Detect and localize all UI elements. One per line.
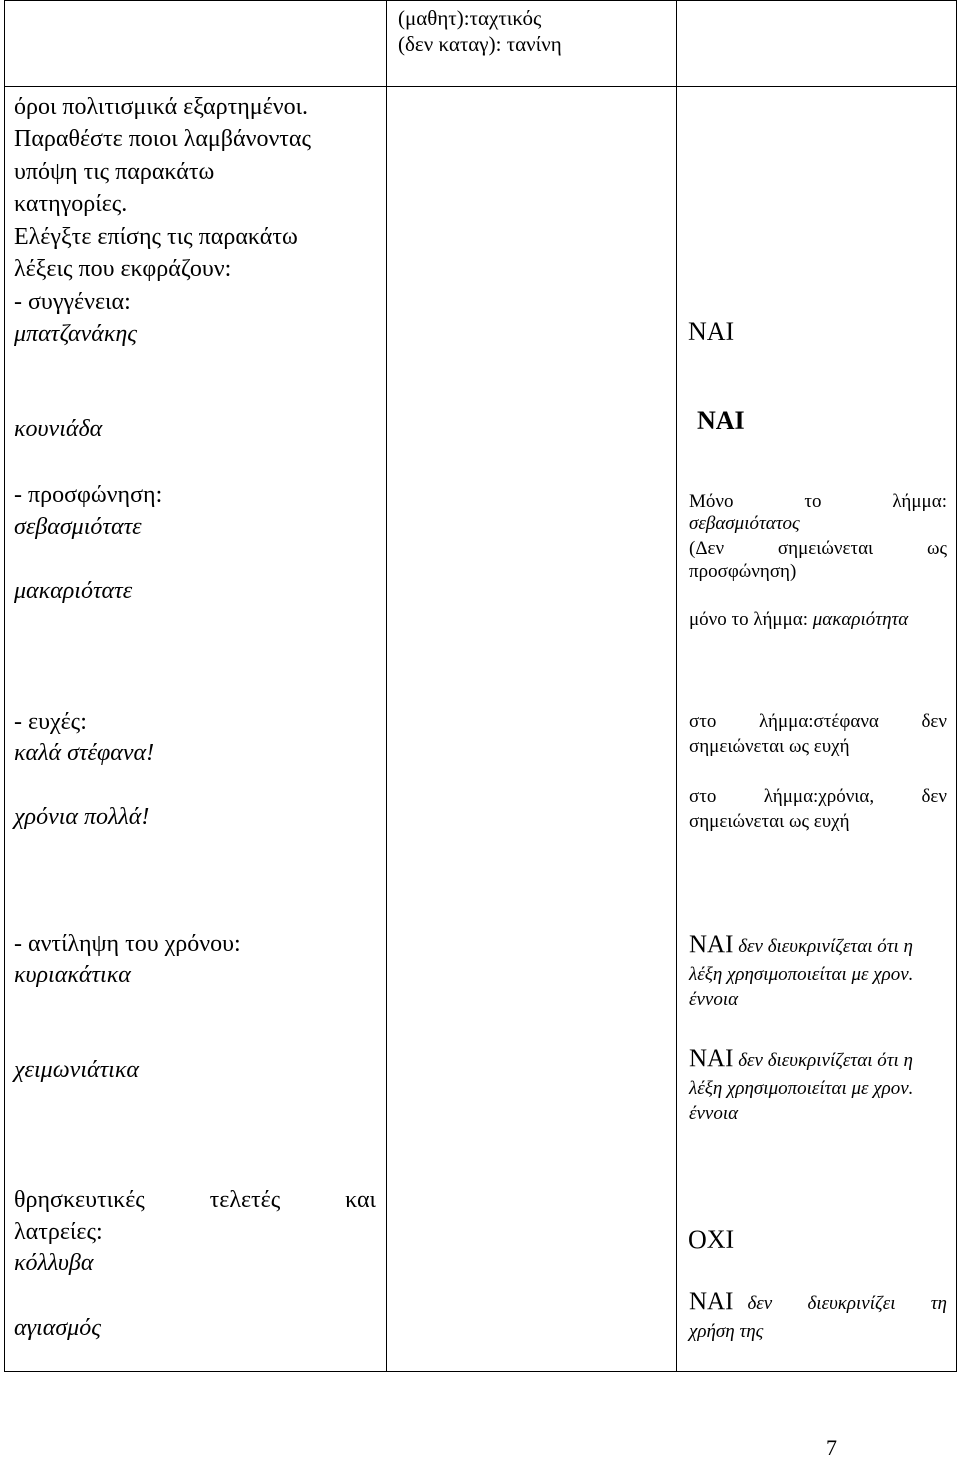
category-address: - προσφώνηση: [14,482,163,508]
term-kollyva: κόλλυβα [14,1250,94,1276]
answer-note: δεν διευκρινίζεται ότι η [733,936,913,957]
note-word: τη [930,1293,947,1314]
note-word: διευκρινίζει [807,1293,896,1314]
note-stefana-line1 [689,709,947,735]
note-word: (Δεν [689,538,725,559]
intro-line: όροι πολιτισμικά εξαρτημένοι. [14,94,309,120]
term-agiasmos: αγιασμός [14,1315,101,1341]
column-divider-1 [386,0,387,1372]
note-word: το [804,491,822,512]
note-word: δεν [921,711,947,732]
note-word: δεν [921,786,947,807]
answer-note-words [747,1291,947,1317]
term-kyriakatika: κυριακάτικα [14,962,131,988]
column-divider-2 [676,0,677,1372]
answer-yes: ΝΑΙ [689,931,734,958]
term-xeimoniatika: χειμωνιάτικα [14,1057,139,1083]
term-kala-stefana: καλά στέφανα! [14,740,155,766]
intro-line: κατηγορίες. [14,191,128,217]
header-col2-line2: (δεν καταγ): τανίνη [398,32,562,56]
intro-line: Ελέγξτε επίσης τις παρακάτω [14,224,298,250]
answer-kyriakatika-line3: έννοια [689,989,739,1010]
answer-agiasmos-line1 [689,1289,947,1317]
answer-xeimoniatika-line3: έννοια [689,1103,739,1124]
term-sevasmiotate: σεβασμιότατε [14,514,142,540]
intro-line: υπόψη τις παρακάτω [14,159,215,185]
answer-yes: ΝΑΙ [688,317,735,346]
note-word: σημειώνεται [777,538,874,559]
intro-line: λέξεις που εκφράζουν: [14,256,232,282]
answer-xeimoniatika-line1 [689,1046,913,1074]
table-border-right [956,0,957,1372]
answer-yes: ΝΑΙ [689,1045,734,1072]
answer-yes: ΝΑΙ [689,1288,734,1315]
note-xronia-line2: σημειώνεται ως ευχή [689,811,850,832]
table-border-left [4,0,5,1372]
note-stefana-line2: σημειώνεται ως ευχή [689,736,850,757]
category-time: - αντίληψη του χρόνου: [14,931,241,957]
table-grid [4,0,957,1372]
answer-kyriakatika-line2: λέξη χρησιμοποιείται με χρον. [689,964,914,985]
term-makariotate: μακαριότατε [14,578,133,604]
note-word: λήμμα:χρόνια, [763,786,875,807]
term-kouniada: κουνιάδα [14,416,103,442]
category-wishes: - ευχές: [14,709,87,735]
header-col2-line1: (μαθητ):ταχτικός [398,6,542,30]
table-border-bottom [4,1371,957,1372]
term-xronia-polla: χρόνια πολλά! [14,804,150,830]
note-word: Μόνο [689,491,734,512]
note-word: ως [926,538,947,559]
label-word: και [345,1187,376,1213]
note-prefix: μόνο το λήμμα: [689,609,813,630]
note-word: λήμμα: [892,491,947,512]
label-word: θρησκευτικές [14,1187,145,1213]
answer-agiasmos-line2: χρήση της [689,1321,764,1342]
note-makariotate [689,607,908,633]
note-word: στο [689,711,717,732]
note-sevasmiotate-lemma: σεβασμιότατος [689,513,800,534]
answer-no: ΟΧΙ [688,1225,735,1254]
label-word: τελετές [209,1187,281,1213]
answer-yes-bold: ΝΑΙ [697,406,745,435]
answer-xeimoniatika-line2: λέξη χρησιμοποιείται με χρον. [689,1078,914,1099]
note-sevasmiotate-line4: προσφώνηση) [689,561,797,582]
header-row-divider [4,86,957,87]
page-number: 7 [826,1435,837,1460]
note-word: λήμμα:στέφανα [758,711,879,732]
answer-note: δεν διευκρινίζεται ότι η [733,1050,913,1071]
term-batzanakis: μπατζανάκης [14,321,137,347]
intro-line: - συγγένεια: [14,289,131,315]
note-xronia-line1 [689,784,947,810]
answer-kyriakatika-line1 [689,932,913,960]
category-religious-line2: λατρείες: [14,1219,103,1245]
category-religious-line1 [14,1184,376,1216]
intro-line: Παραθέστε ποιοι λαμβάνοντας [14,126,312,152]
note-word: δεν [747,1293,773,1314]
table-border-top [4,0,957,1]
note-lemma: μακαριότητα [812,609,909,630]
note-word: στο [689,786,717,807]
